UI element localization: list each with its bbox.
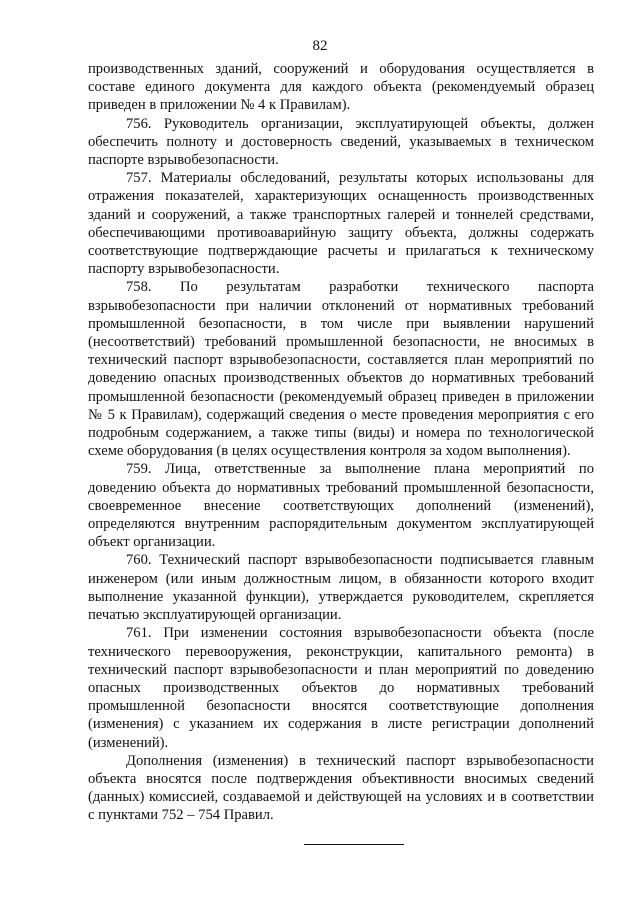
footer-divider (304, 844, 404, 845)
paragraph-continuation: производственных зданий, сооружений и оборудования осуществляется в составе единого документа для каждого объекта (рекомендуемый образец приведен в приложении № 4 к Правилам). (88, 61, 594, 114)
paragraph-760: 760. Технический паспорт взрывобезопасности подписывается главным инженером (или иным должностным лицом, в обязанности которого входит выполнение указанной функции), утверждается руководителем, скрепляется печатью эксплуатирующей организации. (88, 552, 594, 624)
paragraph-758: 758. По результатам разработки технического паспорта взрывобезопасности при наличии отклонений от нормативных требований промышленной безопасности, в том числе при выявлении нарушений (несоответствий) требований промышленной безопасности, не вносимых в технический паспорт взрывобезопасности, составляется план мероприятий по доведению опасных производственных объектов до нормативных требований промышленной безопасности (рекомендуемый образец приведен в приложении № 5 к Правилам), содержащий сведения о месте проведения мероприятия с его подробным содержанием, а также типы (виды) и номера по технологической схеме оборудования (в целях осуществления контроля за ходом выполнения). (88, 279, 594, 460)
paragraph-761-addendum: Дополнения (изменения) в технический паспорт взрывобезопасности объекта вносятся после подтверждения объективности вносимых сведений (данных) комиссией, создаваемой и действующей на условиях и в соответствии с пунктами 752 – 754 Правил. (88, 752, 594, 824)
paragraph-759: 759. Лица, ответственные за выполнение плана мероприятий по доведению объекта до нормативных требований промышленной безопасности, своевременное внесение соответствующих дополнений (изменений), определяются внутренним распорядительным документом эксплуатирующей объект организации. (88, 461, 594, 551)
paragraph-757: 757. Материалы обследований, результаты которых использованы для отражения показателей, характеризующих оснащенность производственных зданий и сооружений, а также транспортных галерей и тоннелей средствами, обеспечивающими противоаварийную защиту объекта, должны содержать соответствующие подтверждающие расчеты и прилагаться к техническому паспорту взрывобезопасности. (88, 170, 594, 278)
paragraph-761: 761. При изменении состояния взрывобезопасности объекта (после технического перевооружения, реконструкции, капитального ремонта) в технический паспорт взрывобезопасности и план мероприятий по доведению опасных производственных объектов до нормативных требований промышленной безопасности вносятся соответствующие дополнения (изменения) с указанием их содержания в листе регистрации дополнений (изменений). (88, 625, 594, 751)
paragraph-756: 756. Руководитель организации, эксплуатирующей объекты, должен обеспечить полноту и достоверность сведений, указываемых в техническом паспорте взрывобезопасности. (88, 115, 594, 169)
page-number: 82 (312, 38, 328, 54)
document-body (88, 60, 594, 825)
